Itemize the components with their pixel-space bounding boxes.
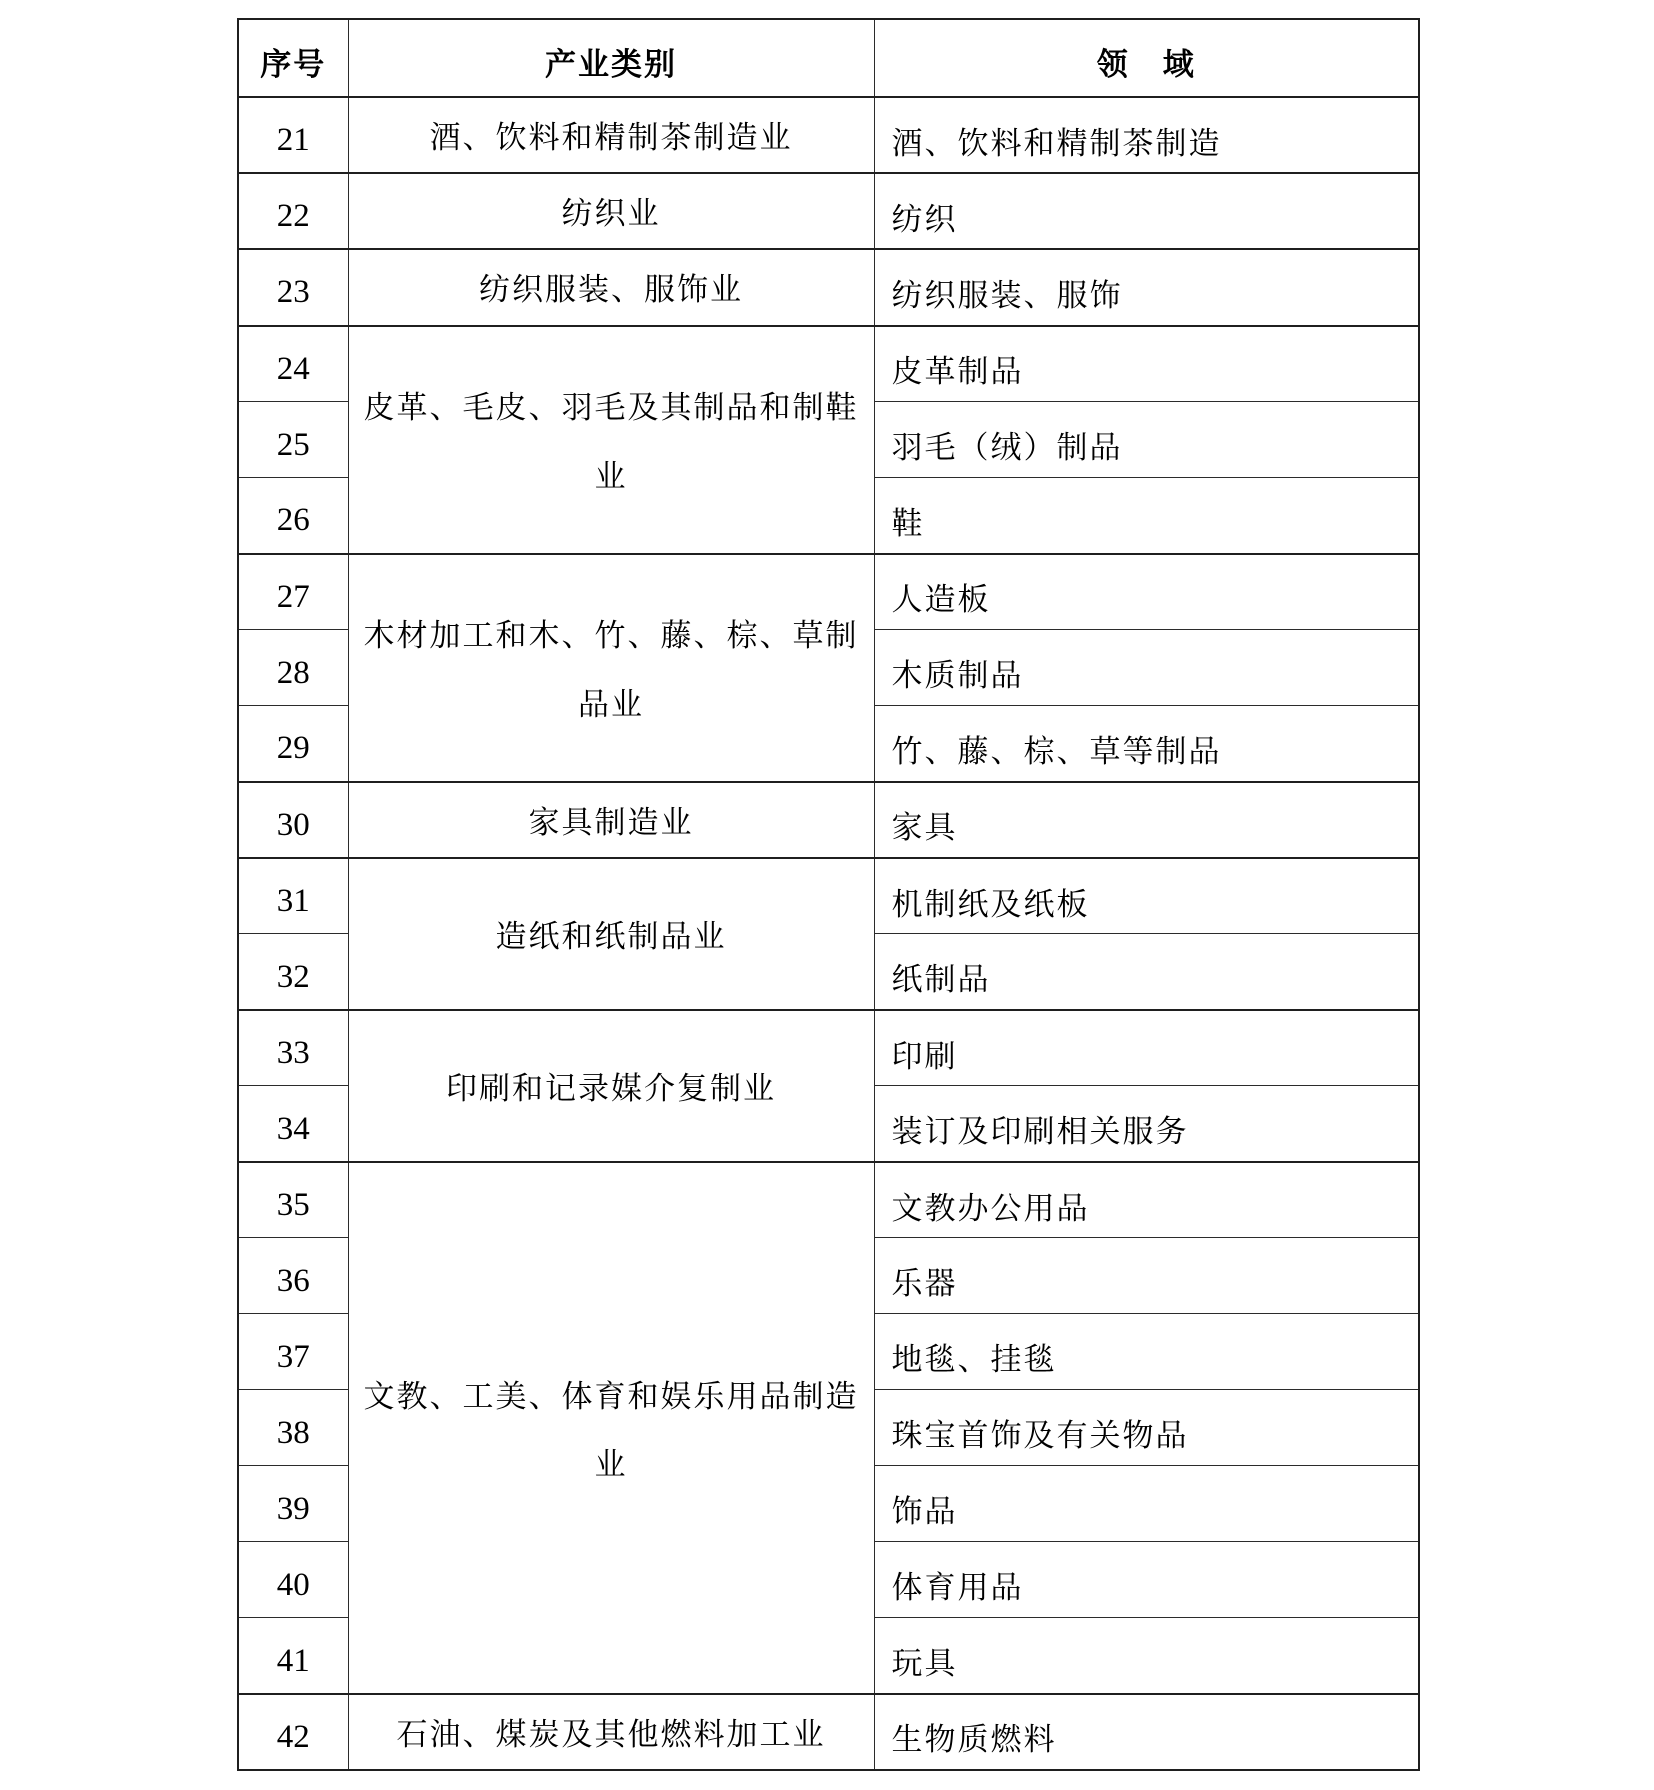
table-row — [238, 326, 1419, 402]
field-cell: 纸制品 — [874, 934, 1419, 1010]
table-row — [238, 782, 1419, 858]
field-cell: 人造板 — [874, 554, 1419, 630]
table-row — [238, 1010, 1419, 1086]
field-cell: 玩具 — [874, 1618, 1419, 1694]
row-number-cell: 38 — [238, 1390, 348, 1466]
field-cell: 竹、藤、棕、草等制品 — [874, 706, 1419, 782]
field-cell: 鞋 — [874, 478, 1419, 554]
header-cell-category: 产业类别 — [348, 19, 874, 97]
category-cell: 酒、饮料和精制茶制造业 — [348, 97, 874, 173]
field-cell: 印刷 — [874, 1010, 1419, 1086]
row-number-cell: 28 — [238, 630, 348, 706]
table-row — [238, 1694, 1419, 1770]
category-cell: 石油、煤炭及其他燃料加工业 — [348, 1694, 874, 1770]
field-cell: 体育用品 — [874, 1542, 1419, 1618]
header-row — [238, 19, 1419, 97]
row-number-cell: 30 — [238, 782, 348, 858]
field-cell: 珠宝首饰及有关物品 — [874, 1390, 1419, 1466]
header-cell-no: 序号 — [238, 19, 348, 97]
table-header — [238, 19, 1419, 97]
row-number-cell: 33 — [238, 1010, 348, 1086]
row-number-cell: 26 — [238, 478, 348, 554]
field-cell: 家具 — [874, 782, 1419, 858]
field-cell: 地毯、挂毯 — [874, 1314, 1419, 1390]
table-row — [238, 249, 1419, 325]
field-cell: 乐器 — [874, 1238, 1419, 1314]
field-cell: 纺织 — [874, 173, 1419, 249]
row-number-cell: 25 — [238, 402, 348, 478]
table-row — [238, 173, 1419, 249]
row-number-cell: 22 — [238, 173, 348, 249]
table-row — [238, 97, 1419, 173]
table-row — [238, 1162, 1419, 1238]
category-cell: 纺织服装、服饰业 — [348, 249, 874, 325]
row-number-cell: 36 — [238, 1238, 348, 1314]
field-cell: 酒、饮料和精制茶制造 — [874, 97, 1419, 173]
category-cell: 纺织业 — [348, 173, 874, 249]
row-number-cell: 32 — [238, 934, 348, 1010]
field-cell: 纺织服装、服饰 — [874, 249, 1419, 325]
row-number-cell: 29 — [238, 706, 348, 782]
row-number-cell: 39 — [238, 1466, 348, 1542]
field-cell: 装订及印刷相关服务 — [874, 1086, 1419, 1162]
category-cell: 印刷和记录媒介复制业 — [348, 1010, 874, 1162]
field-cell: 文教办公用品 — [874, 1162, 1419, 1238]
table-row — [238, 858, 1419, 934]
table-body — [238, 97, 1419, 1770]
field-cell: 木质制品 — [874, 630, 1419, 706]
field-cell: 饰品 — [874, 1466, 1419, 1542]
category-cell: 文教、工美、体育和娱乐用品制造业 — [348, 1162, 874, 1694]
row-number-cell: 41 — [238, 1618, 348, 1694]
header-cell-field: 领 域 — [874, 19, 1419, 97]
category-cell: 木材加工和木、竹、藤、棕、草制品业 — [348, 554, 874, 782]
row-number-cell: 27 — [238, 554, 348, 630]
table-row — [238, 554, 1419, 630]
row-number-cell: 24 — [238, 326, 348, 402]
category-cell: 皮革、毛皮、羽毛及其制品和制鞋业 — [348, 326, 874, 554]
row-number-cell: 40 — [238, 1542, 348, 1618]
field-cell: 皮革制品 — [874, 326, 1419, 402]
row-number-cell: 21 — [238, 97, 348, 173]
row-number-cell: 37 — [238, 1314, 348, 1390]
row-number-cell: 31 — [238, 858, 348, 934]
row-number-cell: 42 — [238, 1694, 348, 1770]
field-cell: 羽毛（绒）制品 — [874, 402, 1419, 478]
field-cell: 生物质燃料 — [874, 1694, 1419, 1770]
industry-table — [237, 18, 1420, 1771]
row-number-cell: 34 — [238, 1086, 348, 1162]
row-number-cell: 35 — [238, 1162, 348, 1238]
category-cell: 造纸和纸制品业 — [348, 858, 874, 1010]
row-number-cell: 23 — [238, 249, 348, 325]
category-cell: 家具制造业 — [348, 782, 874, 858]
field-cell: 机制纸及纸板 — [874, 858, 1419, 934]
